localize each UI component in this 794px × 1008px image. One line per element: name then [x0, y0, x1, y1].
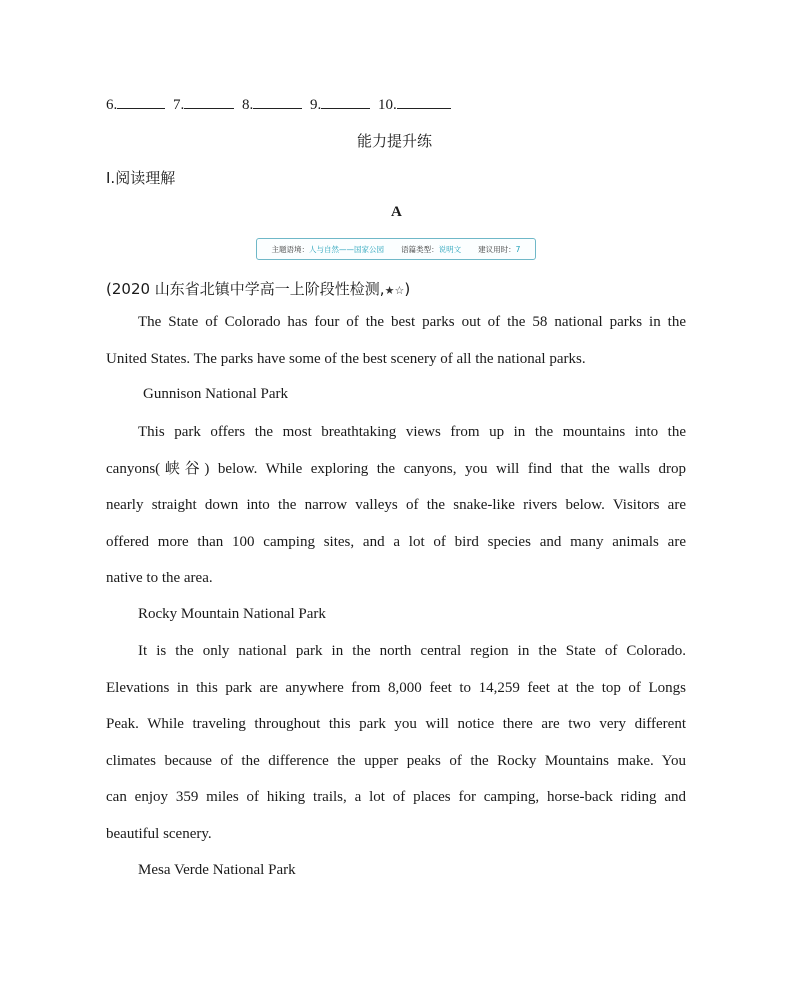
text-line: It is the only national park in the north central region in the State of Colorado.: [138, 643, 686, 659]
rocky-mountain-paragraph: [106, 633, 686, 853]
blank-number: 9.: [310, 97, 322, 113]
answer-blank[interactable]: [321, 94, 370, 109]
answer-blank[interactable]: [397, 94, 451, 109]
text-line: United States. The parks have some of the best scenery of all the national parks.: [106, 350, 586, 367]
text-line: The State of Colorado has four of the best parks out of the 58 national parks in the: [138, 314, 686, 330]
blank-number: 7.: [173, 97, 185, 113]
gunnison-paragraph: [106, 414, 686, 597]
source-text: (2020 山东省北镇中学高一上阶段性检测,: [106, 280, 385, 298]
text-line: Elevations in this park are anywhere from 8,000 feet to 14,259 feet at the top of Longs: [106, 679, 686, 696]
time-value: 7: [515, 244, 521, 254]
blank-number: 8.: [242, 97, 254, 113]
text-line: climates because of the difference the upper peaks of the Rocky Mountains make. You: [106, 752, 686, 769]
park-heading-mesa-verde: Mesa Verde National Park: [138, 862, 296, 878]
passage-info-box: [256, 238, 536, 260]
type-info: [401, 244, 461, 255]
blank-number: 10.: [378, 97, 397, 113]
text-line: canyons(峡谷) below. While exploring the canyons, you will find that the walls drop: [106, 460, 686, 477]
park-heading-rocky-mountain: Rocky Mountain National Park: [138, 606, 326, 622]
type-key: 语篇类型：: [401, 244, 439, 254]
text-line: nearly straight down into the narrow valleys of the snake-like rivers below. Visitors are: [106, 497, 686, 514]
intro-paragraph: [106, 304, 686, 377]
answer-blank[interactable]: [184, 94, 234, 109]
answer-blanks-row: [106, 94, 455, 115]
time-info: [478, 244, 520, 255]
section-title: 能力提升练: [357, 132, 433, 150]
subsection-heading: Ⅰ.阅读理解: [106, 169, 176, 187]
text-line: This park offers the most breathtaking views from up in the mountains into the: [138, 424, 686, 440]
topic-info: [272, 244, 385, 255]
text-line: beautiful scenery.: [106, 825, 212, 842]
text-line: offered more than 100 camping sites, and a lot of bird species and many animals are: [106, 533, 686, 550]
source-close: ): [404, 280, 411, 298]
blank-number: 6.: [106, 97, 118, 113]
time-key: 建议用时：: [478, 244, 516, 254]
text-line: native to the area.: [106, 570, 213, 587]
topic-value: 人与自然——国家公园: [309, 244, 385, 254]
text-line: Peak. While traveling throughout this park you will notice there are two very different: [106, 716, 686, 733]
park-heading-gunnison: Gunnison National Park: [143, 386, 288, 402]
text-line: can enjoy 359 miles of hiking trails, a lot of places for camping, horse-back riding and: [106, 789, 686, 806]
topic-key: 主题语境：: [271, 244, 310, 254]
answer-blank[interactable]: [117, 94, 165, 109]
difficulty-stars-icon: ★☆: [384, 284, 405, 297]
type-value: 说明文: [438, 244, 462, 254]
source-citation: [106, 278, 410, 299]
answer-blank[interactable]: [253, 94, 302, 109]
passage-letter: A: [391, 204, 402, 220]
